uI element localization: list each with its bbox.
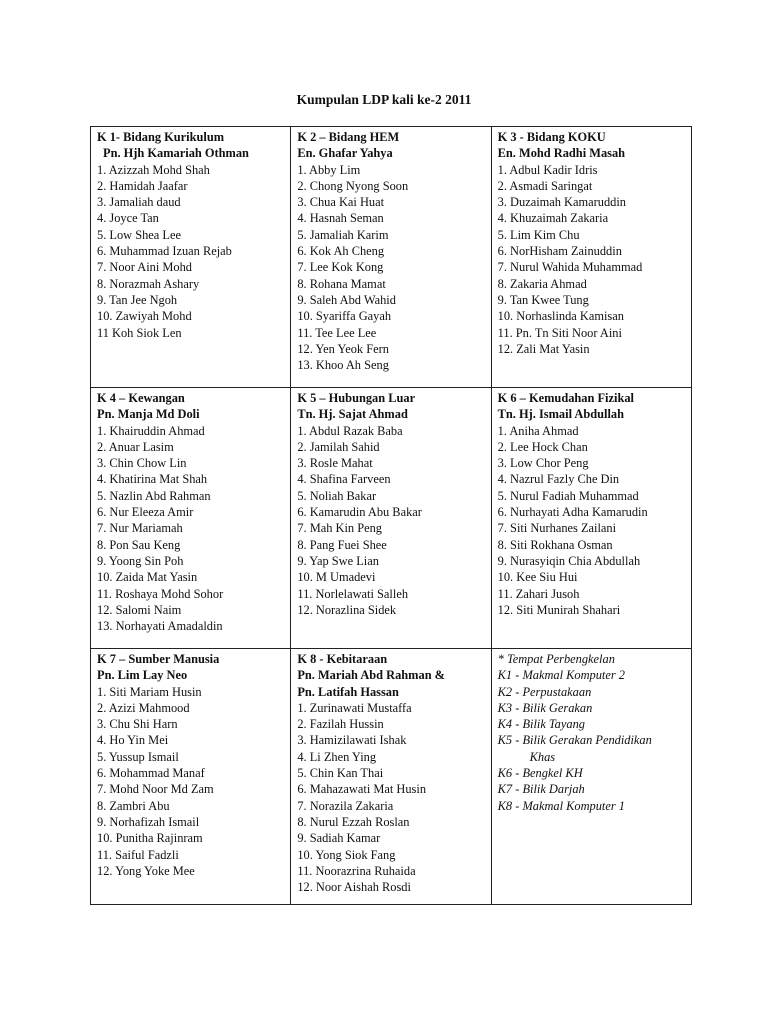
member-item: 7. Noor Aini Mohd — [97, 260, 192, 275]
member-item: 2. Hamidah Jaafar — [97, 178, 188, 193]
member-item: 9. Tan Kwee Tung — [497, 292, 589, 307]
member-item: 4. Hasnah Seman — [297, 211, 384, 226]
member-item: 6. Kok Ah Cheng — [297, 244, 385, 259]
member-item: 10. M Umadevi — [297, 570, 376, 585]
member-item: 4. Ho Yin Mei — [97, 733, 169, 748]
member-item: 8. Zakaria Ahmad — [497, 276, 587, 291]
group-heading: K 5 – Hubungan Luar — [297, 391, 416, 405]
group-leader: Pn. Manja Md Doli — [97, 407, 200, 422]
member-item: 5. Low Shea Lee — [97, 227, 181, 242]
legend-cell — [491, 649, 691, 905]
member-item: 2. Fazilah Hussin — [297, 717, 384, 732]
member-item: 9. Yap Swe Lian — [297, 553, 379, 568]
member-item: 1. Adbul Kadir Idris — [497, 162, 598, 177]
member-item: 6. Muhammad Izuan Rejab — [97, 244, 232, 259]
member-item: 12. Siti Munirah Shahari — [497, 602, 621, 617]
member-item: 7. Mohd Noor Md Zam — [97, 782, 214, 797]
group-heading: K 4 – Kewangan — [97, 391, 185, 405]
member-list — [498, 162, 686, 358]
group-table — [90, 126, 692, 905]
member-item: 4. Khuzaimah Zakaria — [497, 211, 609, 226]
member-item: 8. Pang Fuei Shee — [297, 537, 387, 552]
table-row — [91, 649, 692, 905]
member-item: 11. Roshaya Mohd Sohor — [97, 586, 224, 601]
group-leader: Pn. Latifah Hassan — [297, 684, 399, 699]
member-item: 3. Rosle Mahat — [297, 456, 373, 471]
member-item: 1. Khairuddin Ahmad — [97, 423, 205, 438]
member-item: 11. Saiful Fadzli — [97, 847, 179, 862]
member-item: 12. Yong Yoke Mee — [97, 863, 195, 878]
member-item: 9. Norhafizah Ismail — [97, 814, 200, 829]
group-leader: Pn. Mariah Abd Rahman & — [297, 668, 446, 683]
member-item: 10. Zawiyah Mohd — [97, 309, 192, 324]
member-item: 1. Zurinawati Mustaffa — [297, 700, 412, 715]
member-item: 1. Siti Mariam Husin — [97, 684, 202, 699]
member-item: 4. Nazrul Fazly Che Din — [497, 472, 620, 487]
member-item: 3. Chua Kai Huat — [297, 195, 385, 210]
member-item: 11. Noorazrina Ruhaida — [297, 863, 416, 878]
member-list — [297, 162, 485, 374]
legend-item: K1 - Makmal Komputer 2 — [497, 668, 625, 683]
member-item: 10. Kee Siu Hui — [497, 570, 578, 585]
member-item: 2. Anuar Lasim — [97, 439, 174, 454]
member-item: 2. Jamilah Sahid — [297, 439, 380, 454]
member-item: 5. Jamaliah Karim — [297, 227, 389, 242]
member-list — [97, 162, 285, 341]
member-item: 8. Siti Rokhana Osman — [497, 537, 613, 552]
legend-item: K2 - Perpustakaan — [497, 684, 592, 699]
group-cell-k7 — [91, 649, 291, 905]
workshop-legend — [498, 651, 686, 814]
table-row — [91, 388, 692, 649]
member-item: 3. Chu Shi Harn — [97, 717, 178, 732]
group-heading: K 6 – Kemudahan Fizikal — [497, 391, 634, 405]
member-item: 5. Noliah Bakar — [297, 488, 377, 503]
group-heading: K 7 – Sumber Manusia — [97, 652, 220, 666]
member-item: 5. Nurul Fadiah Muhammad — [497, 488, 639, 503]
member-item: 2. Chong Nyong Soon — [297, 178, 409, 193]
member-item: 5. Chin Kan Thai — [297, 766, 384, 781]
member-item: 10. Zaida Mat Yasin — [97, 570, 198, 585]
member-item: 9. Sadiah Kamar — [297, 831, 381, 846]
legend-heading: * Tempat Perbengkelan — [497, 652, 615, 666]
member-item: 10. Norhaslinda Kamisan — [497, 309, 624, 324]
member-item: 1. Azizzah Mohd Shah — [97, 162, 210, 177]
group-cell-k2 — [291, 127, 491, 388]
legend-item: K7 - Bilik Darjah — [497, 782, 585, 797]
member-item: 11. Pn. Tn Siti Noor Aini — [497, 325, 622, 340]
member-item: 7. Nur Mariamah — [97, 521, 183, 536]
member-item: 6. Kamarudin Abu Bakar — [297, 505, 422, 520]
member-item: 5. Lim Kim Chu — [497, 227, 580, 242]
group-cell-k3 — [491, 127, 691, 388]
member-item: 4. Li Zhen Ying — [297, 749, 377, 764]
group-leader: Tn. Hj. Sajat Ahmad — [297, 407, 408, 422]
group-leader: Pn. Hjh Kamariah Othman — [103, 146, 249, 161]
member-item: 4. Khatirina Mat Shah — [97, 472, 208, 487]
member-item: 8. Nurul Ezzah Roslan — [297, 814, 410, 829]
member-list — [297, 700, 485, 896]
member-item: 1. Abby Lim — [297, 162, 361, 177]
member-list — [97, 423, 285, 635]
group-heading: K 2 – Bidang HEM — [297, 130, 400, 144]
member-item: 3. Chin Chow Lin — [97, 456, 187, 471]
member-item: 12. Yen Yeok Fern — [297, 341, 389, 356]
member-item: 6. Mahazawati Mat Husin — [297, 782, 427, 797]
member-item: 6. Nur Eleeza Amir — [97, 505, 194, 520]
member-item: 8. Pon Sau Keng — [97, 537, 181, 552]
member-item: 7. Lee Kok Kong — [297, 260, 384, 275]
group-leader: Tn. Hj. Ismail Abdullah — [497, 407, 625, 422]
group-heading: K 1- Bidang Kurikulum — [97, 130, 225, 144]
member-item: 13. Khoo Ah Seng — [297, 358, 389, 373]
group-cell-k4 — [91, 388, 291, 649]
member-item: 11. Tee Lee Lee — [297, 325, 377, 340]
group-heading: K 3 - Bidang KOKU — [497, 130, 606, 144]
member-item: 3. Jamaliah daud — [97, 195, 181, 210]
member-item: 6. Nurhayati Adha Kamarudin — [497, 505, 648, 520]
legend-item: K5 - Bilik Gerakan Pendidikan — [497, 733, 652, 748]
group-cell-k6 — [491, 388, 691, 649]
member-item: 7. Norazila Zakaria — [297, 798, 394, 813]
member-item: 1. Abdul Razak Baba — [297, 423, 403, 438]
member-item: 8. Zambri Abu — [97, 798, 170, 813]
member-item: 7. Mah Kin Peng — [297, 521, 382, 536]
group-heading: K 8 - Kebitaraan — [297, 652, 388, 666]
group-cell-k8 — [291, 649, 491, 905]
member-item: 9. Yoong Sin Poh — [97, 553, 184, 568]
member-item: 7. Siti Nurhanes Zailani — [497, 521, 617, 536]
group-leader: En. Mohd Radhi Masah — [497, 146, 626, 161]
member-item: 6. Mohammad Manaf — [97, 766, 205, 781]
member-list — [97, 684, 285, 880]
legend-item: K8 - Makmal Komputer 1 — [497, 798, 625, 813]
member-item: 3. Low Chor Peng — [497, 456, 589, 471]
member-item: 7. Nurul Wahida Muhammad — [497, 260, 643, 275]
page-title: Kumpulan LDP kali ke-2 2011 — [296, 92, 472, 107]
member-item: 2. Lee Hock Chan — [497, 439, 588, 454]
member-item: 13. Norhayati Amadaldin — [97, 619, 223, 634]
legend-item: K4 - Bilik Tayang — [497, 717, 585, 732]
member-item: 10. Syariffa Gayah — [297, 309, 392, 324]
member-item: 1. Aniha Ahmad — [497, 423, 579, 438]
member-item: 4. Joyce Tan — [97, 211, 159, 226]
member-item: 12. Noor Aishah Rosdi — [297, 880, 411, 895]
group-cell-k1 — [91, 127, 291, 388]
member-list — [498, 423, 686, 619]
member-item: 9. Tan Jee Ngoh — [97, 292, 178, 307]
legend-item: K3 - Bilik Gerakan — [497, 700, 593, 715]
member-item: 4. Shafina Farveen — [297, 472, 391, 487]
member-item: 12. Norazlina Sidek — [297, 602, 397, 617]
group-leader: Pn. Lim Lay Neo — [97, 668, 188, 683]
member-item: 12. Zali Mat Yasin — [497, 341, 590, 356]
member-item: 9. Saleh Abd Wahid — [297, 292, 396, 307]
member-item: 11. Zahari Jusoh — [497, 586, 580, 601]
group-cell-k5 — [291, 388, 491, 649]
member-item: 3. Duzaimah Kamaruddin — [497, 195, 626, 210]
member-item: 10. Punitha Rajinram — [97, 831, 203, 846]
legend-item-continuation: Khas — [529, 749, 556, 764]
member-item: 5. Yussup Ismail — [97, 749, 179, 764]
member-item: 3. Hamizilawati Ishak — [297, 733, 407, 748]
member-item: 6. NorHisham Zainuddin — [497, 244, 622, 259]
member-list — [297, 423, 485, 619]
member-item: 8. Rohana Mamat — [297, 276, 386, 291]
group-leader: En. Ghafar Yahya — [297, 146, 393, 161]
table-row — [91, 127, 692, 388]
member-item: 8. Norazmah Ashary — [97, 276, 200, 291]
member-item: 11 Koh Siok Len — [97, 325, 182, 340]
member-item: 5. Nazlin Abd Rahman — [97, 488, 211, 503]
member-item: 12. Salomi Naim — [97, 602, 182, 617]
member-item: 2. Asmadi Saringat — [497, 178, 593, 193]
member-item: 9. Nurasyiqin Chia Abdullah — [497, 553, 641, 568]
member-item: 10. Yong Siok Fang — [297, 847, 396, 862]
member-item: 2. Azizi Mahmood — [97, 700, 190, 715]
member-item: 11. Norlelawati Salleh — [297, 586, 409, 601]
legend-item: K6 - Bengkel KH — [497, 766, 583, 781]
